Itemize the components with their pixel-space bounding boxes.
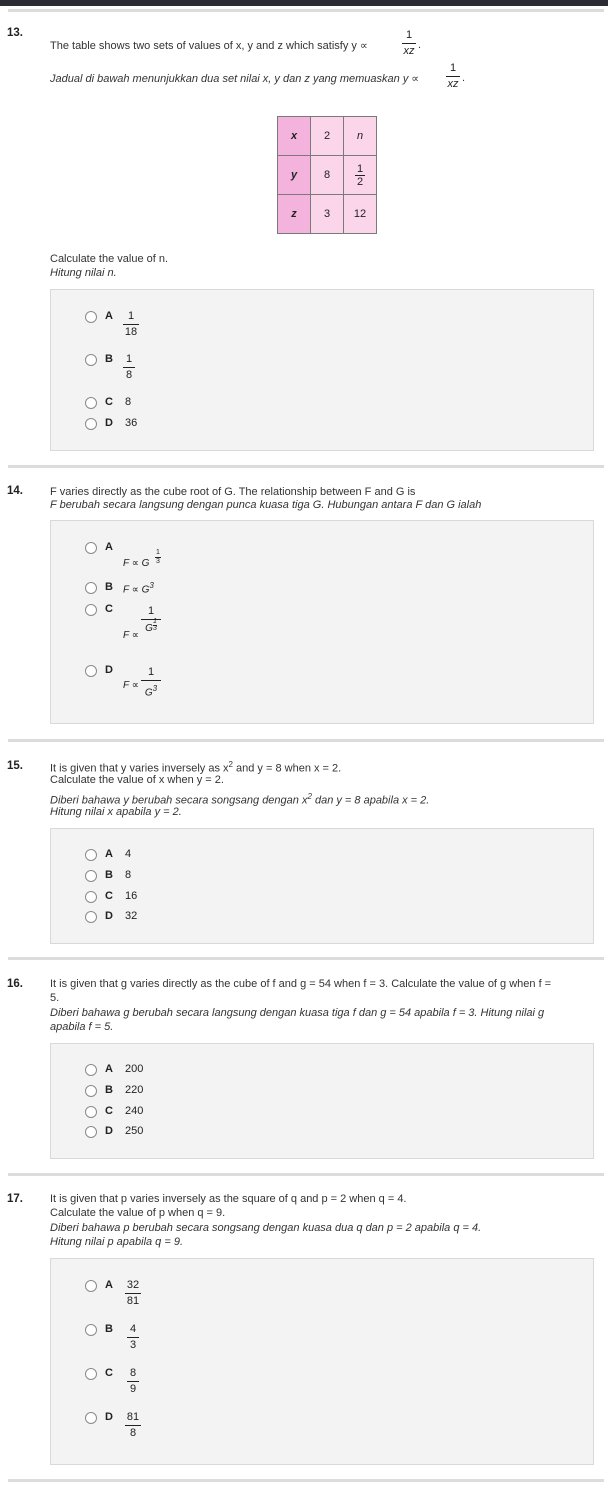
question-line-3: Diberi bahawa p berubah secara songsang dengan kuasa dua q dan p = 2 apabila q = 4. (50, 1222, 482, 1234)
question-line-4: apabila f = 5. (50, 1021, 114, 1033)
radio-button[interactable] (85, 1280, 97, 1292)
fraction-1-over-xz: 1 xz (403, 29, 415, 57)
question-number: 17. (7, 1193, 23, 1205)
options-box: A 4 B 8 C 16 D 32 (50, 828, 594, 944)
question-text-ms: F berubah secara langsung dengan punca kuasa tiga G. Hubungan antara F dan G ialah (50, 499, 482, 511)
question-number: 14. (7, 485, 23, 497)
option-fraction: 1 $G^3$ (141, 666, 161, 699)
options-box: A 1 18 B 1 8 C 8 D 36 (50, 289, 594, 451)
option-fraction: 81 8 (126, 1411, 140, 1439)
prompt-en: Calculate the value of n. (50, 253, 169, 265)
radio-button[interactable] (85, 1064, 97, 1076)
question-line-4: Hitung nilai x apabila y = 2. (50, 806, 182, 818)
separator (8, 465, 604, 468)
question-line-1: It is given that p varies inversely as the square of q and p = 2 when q = 4. (50, 1193, 407, 1205)
separator (8, 1479, 604, 1482)
radio-button[interactable] (85, 397, 97, 409)
radio-button[interactable] (85, 1324, 97, 1336)
exponent-fraction: 1 3 (156, 549, 160, 565)
radio-button[interactable] (85, 311, 97, 323)
question-line-1: It is given that g varies directly as the cube of f and g = 54 when f = 3. Calculate the value of g when f = (50, 978, 552, 990)
option-fraction: 1 G $\frac{1}{3}$ (141, 605, 161, 637)
table-cell: n (344, 117, 377, 156)
radio-button[interactable] (85, 582, 97, 594)
radio-button[interactable] (85, 1106, 97, 1118)
option-fraction: 1 18 (124, 310, 138, 338)
options-box: A F ∝ G 1 3 B $F \propto G^3$ C F ∝ 1 G $\frac{1}{3}$ D F ∝ 1 $G^3$ (50, 520, 594, 724)
question-number: 16. (7, 978, 23, 990)
option-fraction: 1 8 (123, 353, 135, 382)
table-cell: 3 (311, 195, 344, 234)
table-cell: 12 (344, 195, 377, 234)
separator (8, 1173, 604, 1176)
option-fraction: 8 9 (127, 1367, 139, 1396)
question-line-2: 5. (50, 992, 60, 1004)
question-text-en: The table shows two sets of values of x, y and z which satisfy y ∝ (50, 40, 368, 52)
question-line-1: It is given that y varies inversely as $x^2$ and y = 8 when x = 2. (50, 760, 342, 775)
radio-button[interactable] (85, 1126, 97, 1138)
radio-button[interactable] (85, 870, 97, 882)
radio-button[interactable] (85, 1368, 97, 1380)
table-header-z: z (278, 195, 311, 234)
question-text-en: F varies directly as the cube root of G. The relationship between F and G is (50, 486, 416, 498)
radio-button[interactable] (85, 849, 97, 861)
radio-button[interactable] (85, 1085, 97, 1097)
table-row (278, 156, 377, 195)
radio-button[interactable] (85, 418, 97, 430)
question-line-3: Diberi bahawa g berubah secara langsung dengan kuasa tiga f dan g = 54 apabila f = 3. Hitung nilai g (50, 1007, 545, 1019)
question-line-2: Calculate the value of x when y = 2. (50, 774, 224, 786)
table-cell: 8 (311, 156, 344, 195)
fraction-1-over-xz-ms: 1 xz (447, 62, 459, 90)
separator (8, 739, 604, 742)
options-box: A 32 81 B 4 3 C 8 9 D 81 8 (50, 1258, 594, 1465)
radio-button[interactable] (85, 354, 97, 366)
table-header-x: x (278, 117, 311, 156)
question-line-4: Hitung nilai p apabila q = 9. (50, 1236, 184, 1248)
values-table (277, 116, 377, 234)
top-bar (0, 0, 608, 6)
question-number: 13. (7, 27, 23, 39)
radio-button[interactable] (85, 604, 97, 616)
radio-button[interactable] (85, 665, 97, 677)
radio-button[interactable] (85, 911, 97, 923)
question-line-3: Diberi bahawa y berubah secara songsang dengan $x^2$ dan y = 8 apabila x = 2. (50, 792, 430, 807)
separator (8, 957, 604, 960)
prompt-ms: Hitung nilai n. (50, 267, 117, 279)
separator (8, 9, 604, 12)
table-header-y: y (278, 156, 311, 195)
question-text-ms: Jadual di bawah menunjukkan dua set nilai x, y dan z yang memuaskan y ∝ (50, 73, 420, 85)
radio-button[interactable] (85, 1412, 97, 1424)
option-fraction: 4 3 (127, 1323, 139, 1352)
table-cell: 2 (311, 117, 344, 156)
question-line-2: Calculate the value of p when q = 9. (50, 1207, 226, 1219)
options-box: A 200 B 220 C 240 D 250 (50, 1043, 594, 1159)
table-row (278, 117, 377, 156)
radio-button[interactable] (85, 542, 97, 554)
table-row (278, 195, 377, 234)
table-cell-half: $\frac{1}{2}$ (344, 156, 377, 195)
radio-button[interactable] (85, 891, 97, 903)
question-number: 15. (7, 760, 23, 772)
option-fraction: 32 81 (126, 1279, 140, 1307)
